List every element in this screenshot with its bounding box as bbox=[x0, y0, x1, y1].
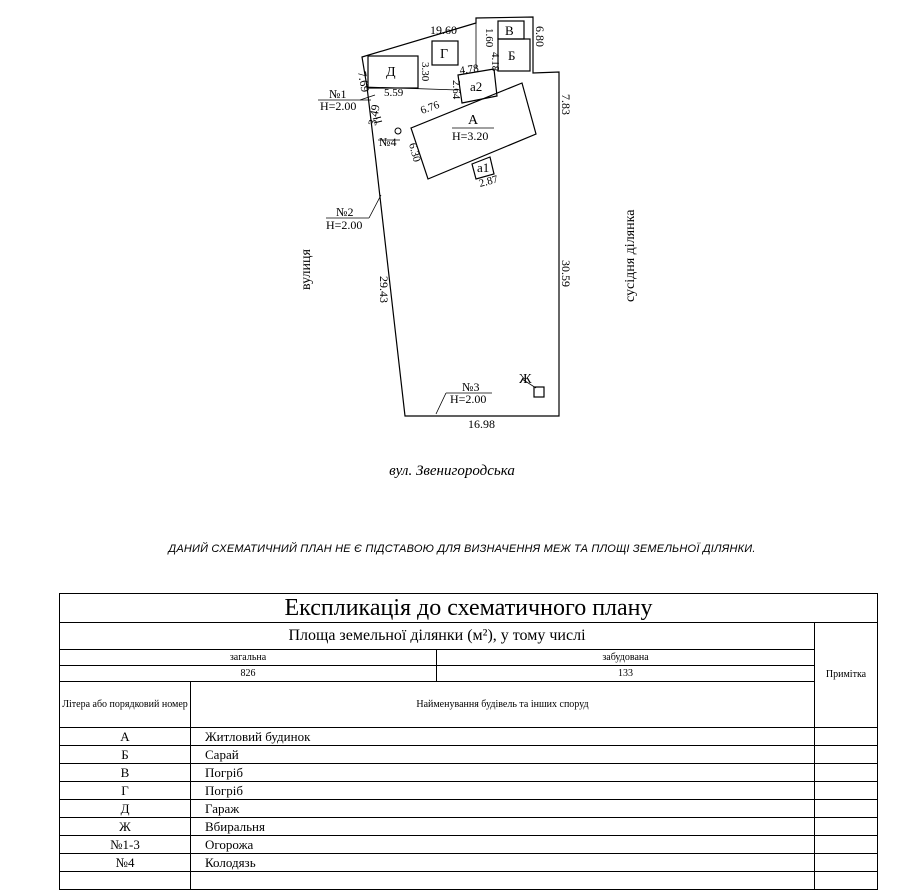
svg-text:2.64: 2.64 bbox=[450, 80, 462, 100]
fence2-height: Н=2.00 bbox=[326, 218, 363, 232]
table-row: Б Сарай bbox=[60, 746, 878, 764]
building-zh bbox=[534, 387, 544, 397]
col-note: Примітка bbox=[815, 623, 878, 728]
svg-text:4.78: 4.78 bbox=[458, 62, 480, 77]
built-label: забудована bbox=[437, 650, 815, 666]
area-heading: Площа земельної ділянки (м²), у тому числі bbox=[60, 623, 815, 650]
total-label: загальна bbox=[60, 650, 437, 666]
table-row: Г Погріб bbox=[60, 782, 878, 800]
label-a: А bbox=[468, 113, 479, 128]
dim-top: 19.60 bbox=[430, 23, 457, 37]
dim-left-long: 29.43 bbox=[377, 276, 391, 303]
table-row: №1-3 Огорожа bbox=[60, 836, 878, 854]
table-row: В Погріб bbox=[60, 764, 878, 782]
table-row: Ж Вбиральня bbox=[60, 818, 878, 836]
label-a1: а1 bbox=[477, 160, 490, 175]
explication-table bbox=[59, 593, 878, 890]
dim-right-long: 30.59 bbox=[559, 260, 573, 287]
fence1-height: Н=2.00 bbox=[320, 99, 357, 113]
well-label: №4 bbox=[379, 135, 397, 149]
street-name: вул. Звенигородська bbox=[389, 463, 515, 479]
svg-text:6.76: 6.76 bbox=[418, 98, 442, 117]
dim-bottom: 16.98 bbox=[468, 417, 495, 431]
street-side-label: вулиця bbox=[299, 249, 314, 290]
svg-text:5.59: 5.59 bbox=[384, 87, 404, 99]
fence2-num: №2 bbox=[336, 205, 354, 219]
col-letter: Літера або порядковий номер bbox=[60, 682, 191, 728]
fence3-num: №3 bbox=[462, 380, 480, 394]
neighbor-label: сусідня ділянка bbox=[623, 209, 638, 302]
disclaimer: ДАНИЙ СХЕМАТИЧНИЙ ПЛАН НЕ Є ПІДСТАВОЮ ДЛЯ ВИЗНАЧЕННЯ МЕЖ ТА ПЛОЩІ ЗЕМЕЛЬНОЇ ДІЛЯНКИ. bbox=[168, 543, 756, 555]
table-title: Експликація до схематичного плану bbox=[60, 594, 878, 623]
table-row: Д Гараж bbox=[60, 800, 878, 818]
label-b: Б bbox=[508, 48, 516, 63]
table-row: А Житловий будинок bbox=[60, 728, 878, 746]
well-icon bbox=[395, 128, 401, 134]
table-row: №4 Колодязь bbox=[60, 854, 878, 872]
house-height: Н=3.20 bbox=[452, 129, 489, 143]
dim-left-mid: 3.49 bbox=[365, 103, 383, 127]
label-v: В bbox=[505, 23, 514, 38]
col-name: Найменування будівель та інших споруд bbox=[191, 682, 815, 728]
total-value: 826 bbox=[60, 666, 437, 682]
svg-text:6.30: 6.30 bbox=[406, 141, 423, 164]
dim-left-top: 7.69 bbox=[355, 70, 373, 94]
svg-text:1.60: 1.60 bbox=[483, 28, 495, 48]
svg-text:4.18: 4.18 bbox=[489, 52, 501, 72]
svg-text:2.87: 2.87 bbox=[477, 173, 500, 190]
fence1-num: №1 bbox=[329, 87, 347, 101]
label-d: Д bbox=[386, 65, 396, 80]
fence3-height: Н=2.00 bbox=[450, 392, 487, 406]
dim-right: 7.83 bbox=[559, 94, 573, 115]
label-g: Г bbox=[440, 47, 449, 62]
svg-text:3.30: 3.30 bbox=[419, 62, 431, 82]
label-zh: Ж bbox=[519, 372, 532, 387]
label-a2: а2 bbox=[470, 79, 483, 94]
dim-right-top: 6.80 bbox=[533, 26, 547, 47]
built-value: 133 bbox=[437, 666, 815, 682]
